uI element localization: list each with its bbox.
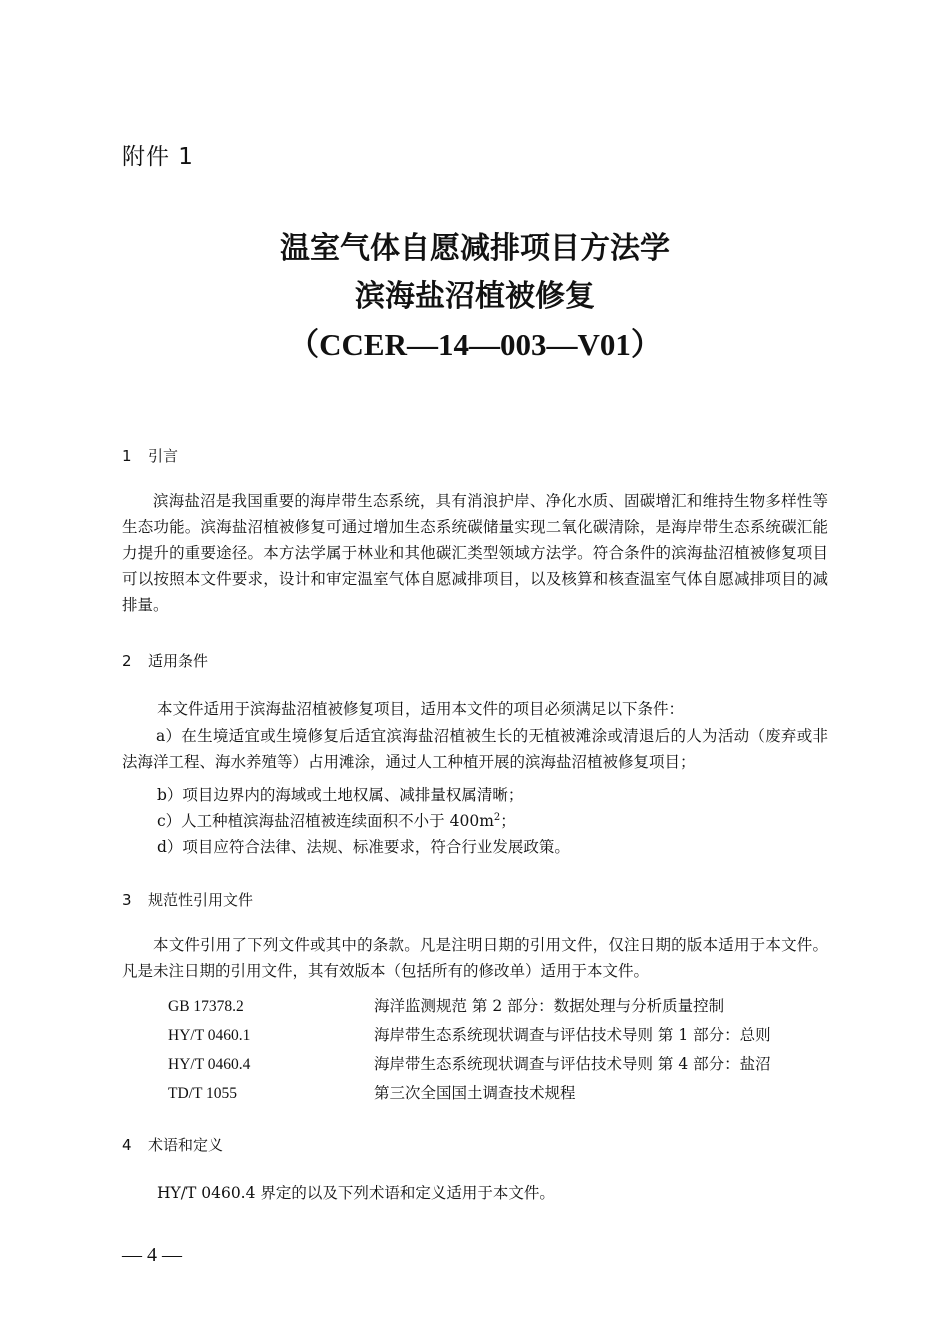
section-2-heading (122, 650, 208, 671)
section-number: 2 (122, 652, 132, 670)
reference-code: GB 17378.2 (168, 998, 244, 1015)
section-4-heading (122, 1134, 223, 1155)
title-line-2: 滨海盐沼植被修复 (355, 279, 595, 314)
condition-c-text: c）人工种植滨海盐沼植被连续面积不小于 400m (157, 812, 494, 830)
condition-c-end: ； (500, 812, 516, 830)
section-2-intro: 本文件适用于滨海盐沼植被修复项目，适用本文件的项目必须满足以下条件： (157, 700, 685, 718)
section-title: 规范性引用文件 (148, 891, 254, 909)
title-line-1: 温室气体自愿减排项目方法学 (280, 231, 670, 266)
section-4-body: HY/T 0460.4 界定的以及下列术语和定义适用于本文件。 (157, 1184, 555, 1202)
section-number: 3 (122, 891, 132, 909)
section-number: 1 (122, 447, 132, 465)
reference-title: 海洋监测规范 第 2 部分：数据处理与分析质量控制 (374, 997, 725, 1015)
title-code: （CCER—14—003—V01） (288, 327, 662, 362)
condition-c (157, 809, 516, 831)
reference-code: HY/T 0460.4 (168, 1056, 251, 1073)
reference-title: 海岸带生态系统现状调查与评估技术导则 第 4 部分：盐沼 (374, 1055, 771, 1073)
reference-row (168, 994, 724, 1016)
section-3-heading (122, 889, 253, 910)
page-number: — 4 — (122, 1244, 182, 1266)
reference-title: 海岸带生态系统现状调查与评估技术导则 第 1 部分：总则 (374, 1026, 771, 1044)
condition-b: b）项目边界内的海域或土地权属、减排量权属清晰； (157, 786, 524, 804)
superscript: 2 (493, 811, 501, 823)
section-number: 4 (122, 1136, 132, 1154)
section-title: 术语和定义 (148, 1136, 224, 1154)
attachment-label: 附件 1 (122, 144, 194, 170)
reference-row (168, 1081, 576, 1103)
reference-code: HY/T 0460.1 (168, 1027, 251, 1044)
section-1-heading (122, 445, 178, 466)
reference-title: 第三次全国国土调查技术规程 (374, 1084, 576, 1102)
condition-d: d）项目应符合法律、法规、标准要求，符合行业发展政策。 (157, 838, 570, 856)
document-title (0, 225, 950, 369)
reference-row (168, 1052, 771, 1074)
reference-row (168, 1023, 771, 1045)
section-title: 适用条件 (148, 652, 209, 670)
section-title: 引言 (148, 447, 179, 465)
reference-code: TD/T 1055 (168, 1085, 238, 1102)
section-1-body: 滨海盐沼是我国重要的海岸带生态系统，具有消浪护岸、净化水质、固碳增汇和维持生物多样性等生态功能。滨海盐沼植被修复可通过增加生态系统碳储量实现二氧化碳清除，是海岸带生态系统碳汇能力提升的重要途径。本方法学属于林业和其他碳汇类型领域方法学。符合条件的滨海盐沼植被修复项目可以按照本文件要求，设计和审定温室气体自愿减排项目，以及核算和核查温室气体自愿减排项目的减排量。 (122, 492, 828, 614)
section-3-intro: 本文件引用了下列文件或其中的条款。凡是注明日期的引用文件，仅注日期的版本适用于本文件。凡是未注日期的引用文件，其有效版本（包括所有的修改单）适用于本文件。 (122, 936, 828, 980)
condition-a: a）在生境适宜或生境修复后适宜滨海盐沼植被生长的无植被滩涂或清退后的人为活动（废弃或非法海洋工程、海水养殖等）占用滩涂，通过人工种植开展的滨海盐沼植被修复项目； (122, 727, 828, 771)
